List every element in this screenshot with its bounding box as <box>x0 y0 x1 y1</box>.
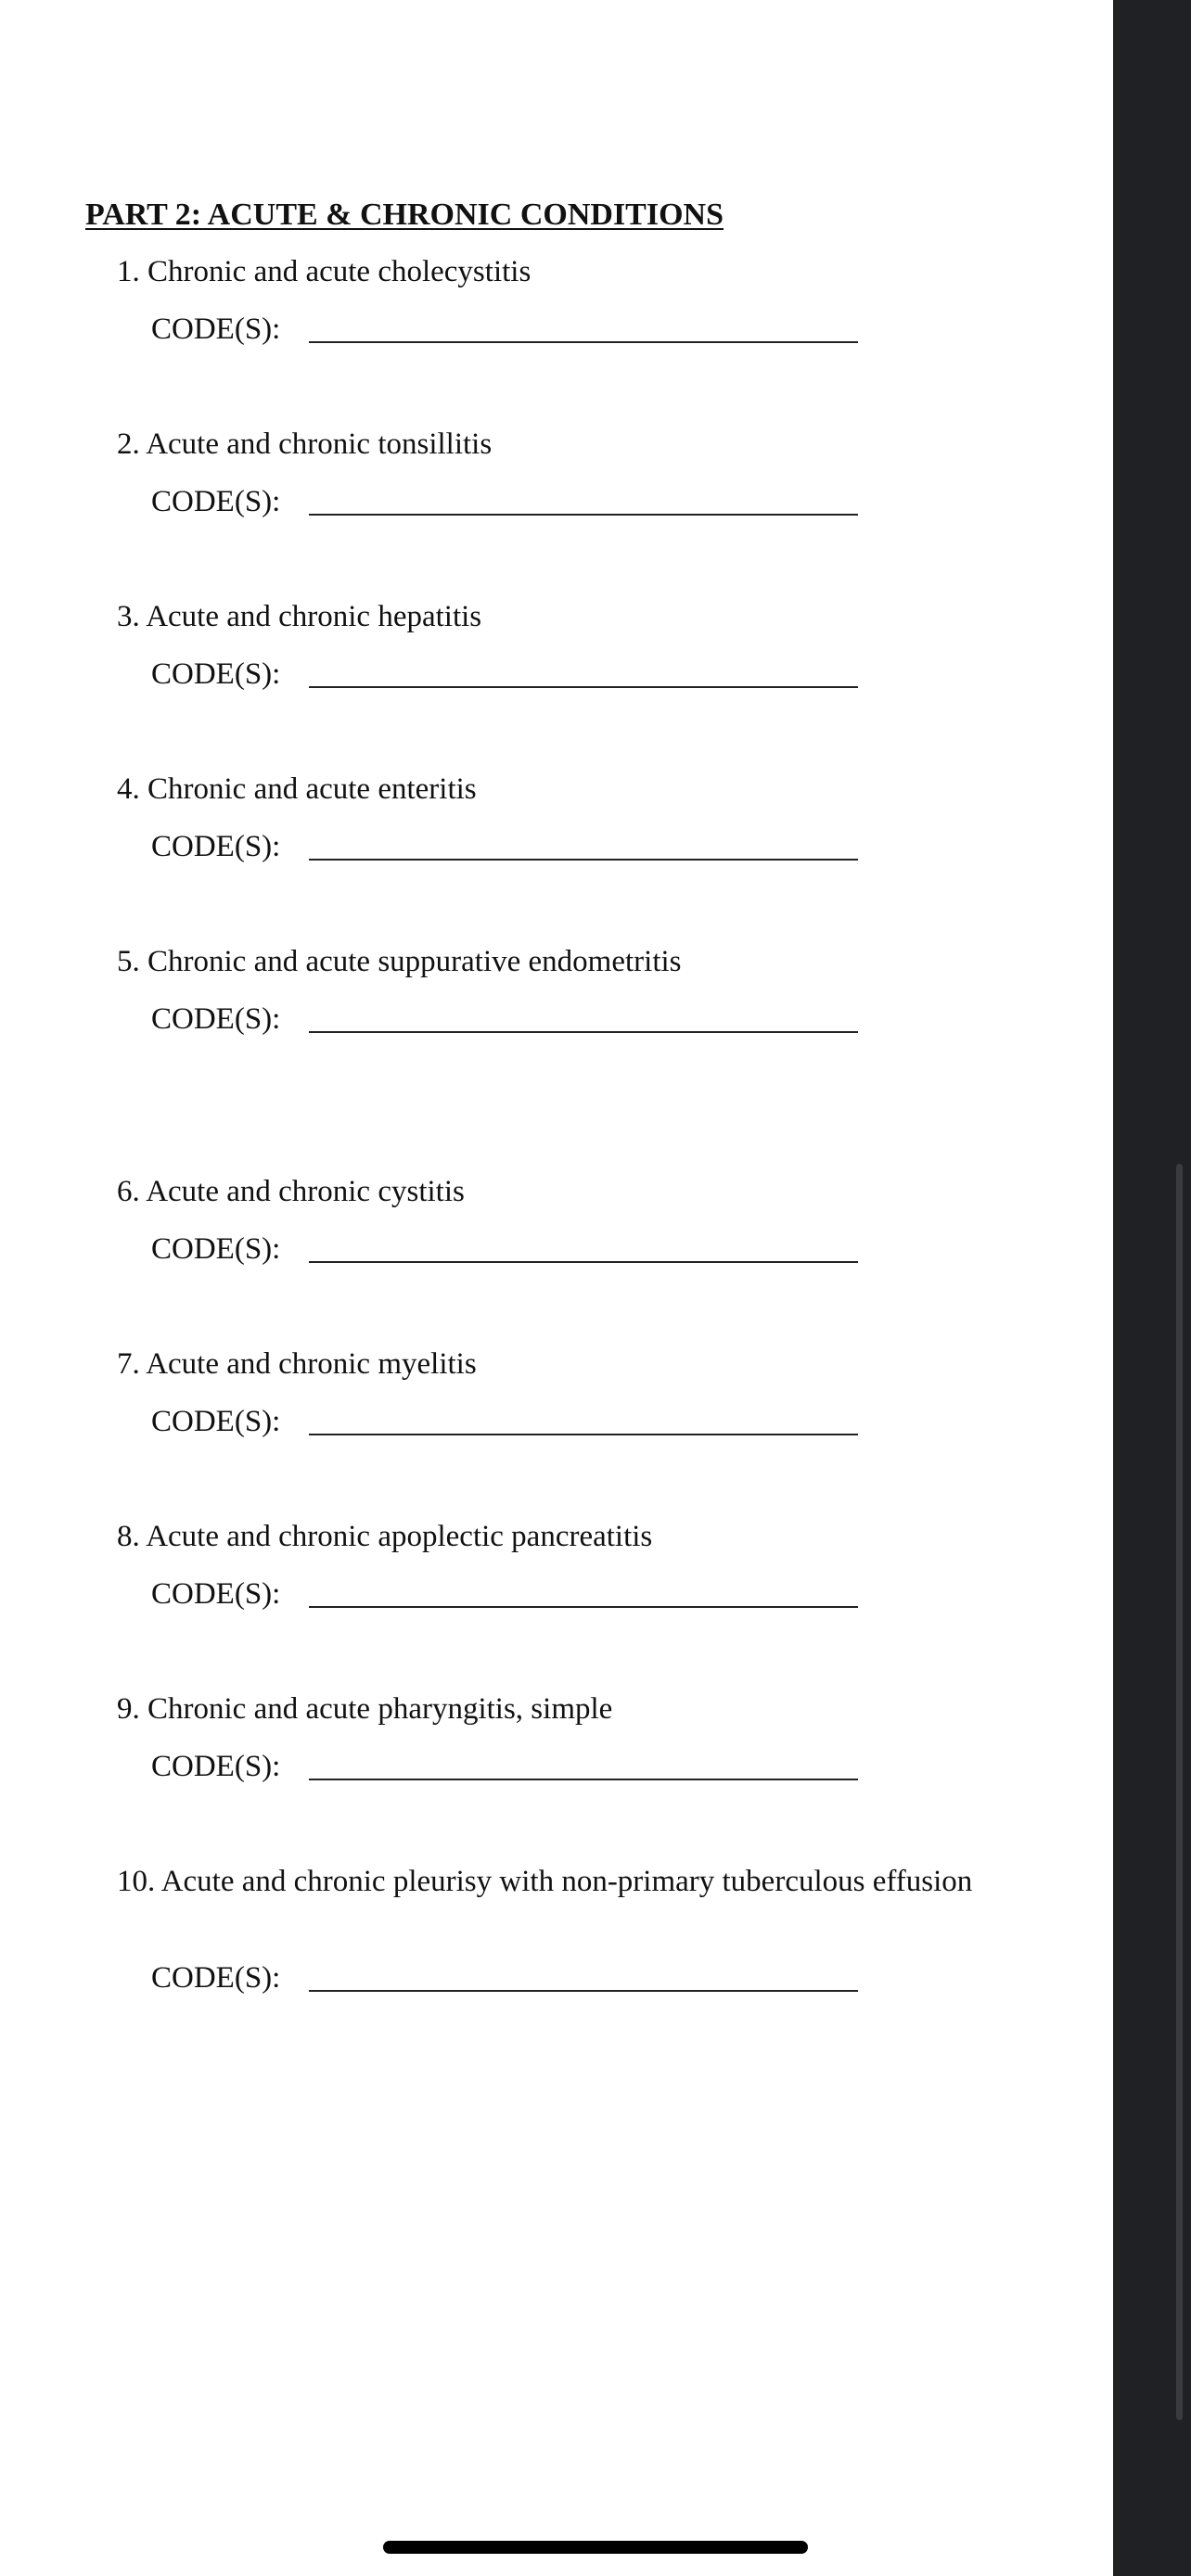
item-number: 9. <box>117 1692 140 1726</box>
code-label: CODE(S): <box>151 1002 281 1036</box>
item-label: Chronic and acute enteritis <box>147 772 477 806</box>
home-indicator[interactable] <box>383 2541 808 2554</box>
item-number: 1. <box>117 255 140 288</box>
condition-text <box>117 597 970 636</box>
code-answer-line[interactable] <box>309 686 858 688</box>
code-answer-line[interactable] <box>309 1779 858 1780</box>
condition-text <box>117 1172 970 1211</box>
code-label: CODE(S): <box>151 1961 281 1995</box>
item-label: Acute and chronic pleurisy with non-primary tuberculous effusion <box>160 1865 973 1898</box>
condition-text <box>117 1345 970 1384</box>
condition-text <box>117 425 970 464</box>
item-number: 10. <box>117 1865 156 1898</box>
condition-text <box>117 1690 970 1728</box>
scrollbar[interactable] <box>1176 1164 1183 2420</box>
item-label: Acute and chronic cystitis <box>146 1175 465 1208</box>
item-label: Chronic and acute pharyngitis, simple <box>147 1692 613 1726</box>
item-number: 5. <box>117 945 140 978</box>
item-label: Acute and chronic hepatitis <box>146 600 482 633</box>
page-title: PART 2: ACUTE & CHRONIC CONDITIONS <box>85 198 724 232</box>
item-label: Chronic and acute suppurative endometritis <box>147 945 682 978</box>
code-label: CODE(S): <box>151 485 281 518</box>
item-number: 6. <box>117 1175 140 1208</box>
code-answer-line[interactable] <box>309 1261 858 1263</box>
condition-text <box>117 942 970 981</box>
code-label: CODE(S): <box>151 1232 281 1266</box>
code-answer-line[interactable] <box>309 859 858 861</box>
code-label: CODE(S): <box>151 312 281 346</box>
item-label: Acute and chronic apoplectic pancreatitis <box>146 1520 653 1553</box>
item-label: Acute and chronic myelitis <box>146 1347 477 1381</box>
code-answer-line[interactable] <box>309 1031 858 1033</box>
item-label: Acute and chronic tonsillitis <box>146 427 493 461</box>
code-answer-line[interactable] <box>309 514 858 516</box>
condition-text <box>117 1862 986 1901</box>
code-label: CODE(S): <box>151 1577 281 1611</box>
code-answer-line[interactable] <box>309 1606 858 1608</box>
condition-text <box>117 252 970 291</box>
code-label: CODE(S): <box>151 657 281 691</box>
code-label: CODE(S): <box>151 1405 281 1438</box>
code-answer-line[interactable] <box>309 341 858 343</box>
item-number: 8. <box>117 1520 140 1553</box>
item-number: 4. <box>117 772 140 806</box>
item-label: Chronic and acute cholecystitis <box>147 255 531 288</box>
code-label: CODE(S): <box>151 830 281 863</box>
condition-text <box>117 770 970 809</box>
code-answer-line[interactable] <box>309 1434 858 1435</box>
condition-text <box>117 1517 970 1556</box>
item-number: 3. <box>117 600 140 633</box>
code-label: CODE(S): <box>151 1750 281 1783</box>
item-number: 2. <box>117 427 140 461</box>
code-answer-line[interactable] <box>309 1990 858 1992</box>
item-number: 7. <box>117 1347 140 1381</box>
